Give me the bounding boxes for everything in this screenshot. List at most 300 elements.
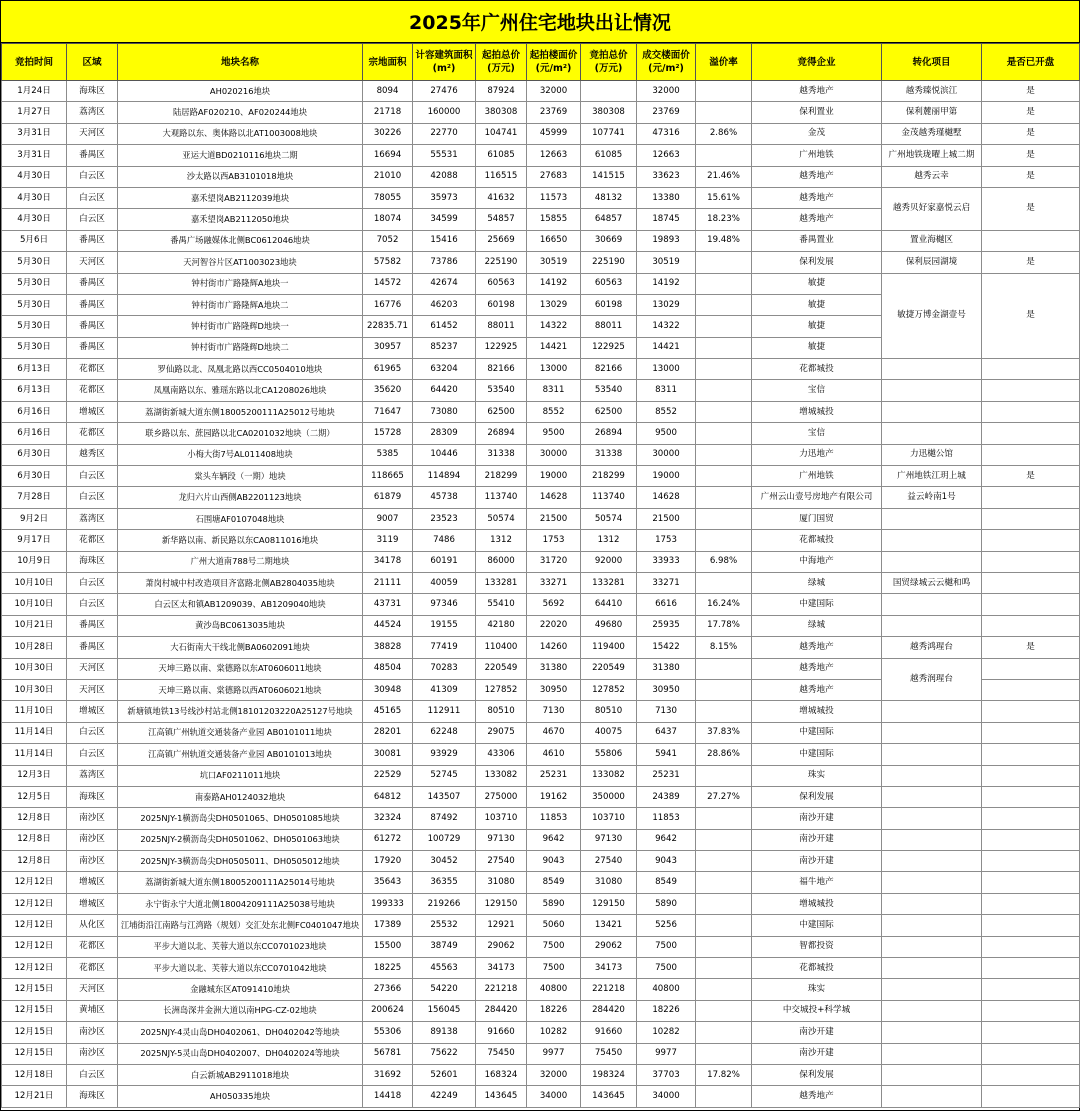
site-area-cell: 78055 [363,187,413,208]
start-total-cell: 104741 [476,123,527,144]
gfa-cell: 70283 [413,658,476,679]
district-cell: 花都区 [67,936,118,957]
winner-cell: 敏捷 [752,337,882,358]
site-area-cell: 61879 [363,487,413,508]
date-cell: 6月30日 [2,466,67,487]
premium-cell [696,444,752,465]
winner-cell: 越秀地产 [752,209,882,230]
deal-unit-cell: 25231 [637,765,696,786]
table-row [2,102,1080,123]
opened-cell [982,359,1080,380]
site-area-cell: 31692 [363,1064,413,1085]
deal-unit-cell: 7500 [637,936,696,957]
date-cell: 5月30日 [2,273,67,294]
start-total-cell: 225190 [476,252,527,273]
opened-cell [982,765,1080,786]
start-unit-cell: 16650 [527,230,581,251]
premium-cell [696,316,752,337]
land-name-cell: 嘉禾望岗AB2112039地块 [118,187,363,208]
gfa-cell: 100729 [413,829,476,850]
district-cell: 天河区 [67,123,118,144]
deal-unit-cell: 14192 [637,273,696,294]
premium-cell: 21.46% [696,166,752,187]
deal-unit-cell: 30950 [637,679,696,700]
start-unit-cell: 11853 [527,808,581,829]
final-total-cell: 60563 [581,273,637,294]
land-name-cell: 萧岗村城中村改造项目齐富路北侧AB2804035地块 [118,572,363,593]
land-name-cell: 大石街南大干线北侧BA0602091地块 [118,637,363,658]
deal-unit-cell: 33271 [637,572,696,593]
winner-cell: 中交城投+科学城 [752,1000,882,1021]
project-cell: 益云岭南1号 [882,487,982,508]
site-area-cell: 17920 [363,851,413,872]
site-area-cell: 15728 [363,423,413,444]
premium-cell: 6.98% [696,551,752,572]
table-row [2,1064,1080,1085]
start-unit-cell: 30950 [527,679,581,700]
project-cell [882,979,982,1000]
start-unit-cell: 21500 [527,508,581,529]
premium-cell: 37.83% [696,722,752,743]
land-name-cell: 长洲岛深井金洲大道以南HPG-CZ-02地块 [118,1000,363,1021]
district-cell: 番禺区 [67,273,118,294]
final-total-cell: 221218 [581,979,637,1000]
site-area-cell: 9007 [363,508,413,529]
land-name-cell: 南泰路AH0124032地块 [118,786,363,807]
table-row [2,893,1080,914]
winner-cell: 宝信 [752,423,882,444]
date-cell: 12月12日 [2,958,67,979]
site-area-cell: 43731 [363,594,413,615]
project-cell: 金茂越秀瑾樾墅 [882,123,982,144]
final-total-cell: 143645 [581,1086,637,1107]
date-cell: 10月28日 [2,637,67,658]
site-area-cell: 14418 [363,1086,413,1107]
winner-cell: 越秀地产 [752,166,882,187]
table-row [2,958,1080,979]
site-area-cell: 28201 [363,722,413,743]
deal-unit-cell: 5890 [637,893,696,914]
final-total-cell: 61085 [581,145,637,166]
start-total-cell: 380308 [476,102,527,123]
table-row [2,81,1080,102]
deal-unit-cell: 13000 [637,359,696,380]
final-total-cell: 34173 [581,958,637,979]
header-project: 转化项目 [882,44,982,81]
date-cell: 12月12日 [2,915,67,936]
start-unit-cell: 1753 [527,530,581,551]
deal-unit-cell: 24389 [637,786,696,807]
premium-cell: 18.23% [696,209,752,230]
premium-cell [696,829,752,850]
opened-cell [982,1022,1080,1043]
start-total-cell: 62500 [476,401,527,422]
header-gfa: 计容建筑面积(m²) [413,44,476,81]
date-cell: 1月24日 [2,81,67,102]
winner-cell: 厦门国贸 [752,508,882,529]
premium-cell: 15.61% [696,187,752,208]
land-name-cell: 坑口AF0211011地块 [118,765,363,786]
opened-cell: 是 [982,166,1080,187]
gfa-cell: 45738 [413,487,476,508]
land-name-cell: 白云区太和镇AB1209039、AB1209040地块 [118,594,363,615]
district-cell: 越秀区 [67,444,118,465]
start-total-cell: 50574 [476,508,527,529]
final-total-cell: 225190 [581,252,637,273]
gfa-cell: 25532 [413,915,476,936]
opened-cell [982,1086,1080,1107]
final-total-cell: 88011 [581,316,637,337]
start-unit-cell: 9043 [527,851,581,872]
land-name-cell: AH050335地块 [118,1086,363,1107]
site-area-cell: 35620 [363,380,413,401]
district-cell: 增城区 [67,701,118,722]
gfa-cell: 27476 [413,81,476,102]
opened-cell [982,744,1080,765]
deal-unit-cell: 32000 [637,81,696,102]
district-cell: 增城区 [67,401,118,422]
start-unit-cell: 5060 [527,915,581,936]
final-total-cell: 92000 [581,551,637,572]
deal-unit-cell: 19893 [637,230,696,251]
gfa-cell: 61452 [413,316,476,337]
project-cell [882,423,982,444]
land-name-cell: 番禺广场融媒体北侧BC0612046地块 [118,230,363,251]
project-cell [882,722,982,743]
premium-cell [696,658,752,679]
start-unit-cell: 40800 [527,979,581,1000]
table-row [2,658,1080,679]
project-cell [882,1000,982,1021]
header-opened: 是否已开盘 [982,44,1080,81]
start-total-cell: 60198 [476,294,527,315]
project-cell [882,594,982,615]
gfa-cell: 52745 [413,765,476,786]
project-cell [882,530,982,551]
gfa-cell: 10446 [413,444,476,465]
date-cell: 9月2日 [2,508,67,529]
start-unit-cell: 18226 [527,1000,581,1021]
project-cell [882,551,982,572]
start-unit-cell: 34000 [527,1086,581,1107]
winner-cell: 越秀地产 [752,637,882,658]
premium-cell [696,936,752,957]
land-name-cell: 天坤三路以南、棠德路以西AT0606021地块 [118,679,363,700]
start-total-cell: 97130 [476,829,527,850]
final-total-cell: 97130 [581,829,637,850]
date-cell: 10月10日 [2,572,67,593]
opened-cell [982,701,1080,722]
district-cell: 白云区 [67,187,118,208]
gfa-cell: 55531 [413,145,476,166]
start-unit-cell: 9977 [527,1043,581,1064]
start-total-cell: 82166 [476,359,527,380]
winner-cell: 绿城 [752,572,882,593]
start-total-cell: 284420 [476,1000,527,1021]
deal-unit-cell: 47316 [637,123,696,144]
winner-cell: 花都城投 [752,958,882,979]
land-name-cell: 荔湖街新城大道东侧18005200111A25012号地块 [118,401,363,422]
premium-cell: 17.82% [696,1064,752,1085]
table-row [2,936,1080,957]
gfa-cell: 60191 [413,551,476,572]
opened-cell [982,444,1080,465]
project-cell [882,915,982,936]
date-cell: 1月27日 [2,102,67,123]
start-total-cell: 218299 [476,466,527,487]
land-name-cell: 钟村街市广路隆辉D地块二 [118,337,363,358]
district-cell: 增城区 [67,872,118,893]
opened-cell: 是 [982,187,1080,230]
final-total-cell: 133082 [581,765,637,786]
gfa-cell: 42249 [413,1086,476,1107]
land-name-cell: 陆居路AF020210、AF020244地块 [118,102,363,123]
district-cell: 天河区 [67,679,118,700]
project-cell: 广州地铁珑曜上城二期 [882,145,982,166]
start-total-cell: 143645 [476,1086,527,1107]
table-row [2,530,1080,551]
land-name-cell: 钟村街市广路隆辉A地块二 [118,294,363,315]
start-unit-cell: 22020 [527,615,581,636]
header-winner: 竞得企业 [752,44,882,81]
final-total-cell: 122925 [581,337,637,358]
district-cell: 白云区 [67,166,118,187]
final-total-cell: 29062 [581,936,637,957]
district-cell: 番禺区 [67,145,118,166]
land-name-cell: 天坤三路以南、棠德路以东AT0606011地块 [118,658,363,679]
premium-cell [696,81,752,102]
premium-cell: 19.48% [696,230,752,251]
winner-cell: 中建国际 [752,915,882,936]
opened-cell [982,508,1080,529]
opened-cell [982,423,1080,444]
land-name-cell: 新塘镇地铁13号线沙村站北侧18101203220A25127号地块 [118,701,363,722]
start-total-cell: 113740 [476,487,527,508]
opened-cell: 是 [982,252,1080,273]
district-cell: 南沙区 [67,1043,118,1064]
winner-cell: 珠实 [752,765,882,786]
deal-unit-cell: 14421 [637,337,696,358]
date-cell: 5月30日 [2,316,67,337]
final-total-cell: 31338 [581,444,637,465]
premium-cell: 8.15% [696,637,752,658]
table-row [2,744,1080,765]
site-area-cell: 55306 [363,1022,413,1043]
opened-cell [982,380,1080,401]
table-row [2,230,1080,251]
header-start-unit: 起拍楼面价 (元/m²) [527,44,581,81]
table-row [2,187,1080,208]
premium-cell: 2.86% [696,123,752,144]
winner-cell: 广州云山壹号房地产有限公司 [752,487,882,508]
site-area-cell: 35643 [363,872,413,893]
gfa-cell: 7486 [413,530,476,551]
date-cell: 10月10日 [2,594,67,615]
project-cell [882,1043,982,1064]
header-start-total: 起拍总价 (万元) [476,44,527,81]
gfa-cell: 40059 [413,572,476,593]
project-cell: 越秀臻悦滨江 [882,81,982,102]
land-auction-table [1,43,1080,1108]
start-total-cell: 55410 [476,594,527,615]
premium-cell [696,893,752,914]
winner-cell: 敏捷 [752,316,882,337]
date-cell: 11月14日 [2,722,67,743]
gfa-cell: 219266 [413,893,476,914]
page-title: 2025年广州住宅地块出让情况 [1,1,1079,43]
opened-cell [982,230,1080,251]
district-cell: 海珠区 [67,786,118,807]
gfa-cell: 22770 [413,123,476,144]
table-row [2,851,1080,872]
project-cell [882,808,982,829]
start-total-cell: 53540 [476,380,527,401]
opened-cell [982,829,1080,850]
winner-cell: 保利置业 [752,102,882,123]
start-unit-cell: 14260 [527,637,581,658]
premium-cell [696,1022,752,1043]
header-site-area: 宗地面积 [363,44,413,81]
date-cell: 3月31日 [2,145,67,166]
site-area-cell: 71647 [363,401,413,422]
header-date: 竞拍时间 [2,44,67,81]
final-total-cell: 53540 [581,380,637,401]
project-cell [882,1086,982,1107]
gfa-cell: 42088 [413,166,476,187]
premium-cell [696,359,752,380]
winner-cell: 增城城投 [752,701,882,722]
project-cell [882,401,982,422]
deal-unit-cell: 9500 [637,423,696,444]
date-cell: 6月13日 [2,359,67,380]
district-cell: 番禺区 [67,637,118,658]
opened-cell [982,722,1080,743]
project-cell: 越秀贝好家嘉悦云启 [882,187,982,230]
site-area-cell: 5385 [363,444,413,465]
opened-cell [982,851,1080,872]
table-row [2,572,1080,593]
land-name-cell: 江埔街沿江南路与江湾路（规划）交汇处东北侧FC0401047地块 [118,915,363,936]
gfa-cell: 62248 [413,722,476,743]
date-cell: 12月15日 [2,1043,67,1064]
start-total-cell: 87924 [476,81,527,102]
winner-cell: 越秀地产 [752,81,882,102]
final-total-cell: 50574 [581,508,637,529]
site-area-cell: 32324 [363,808,413,829]
deal-unit-cell: 30519 [637,252,696,273]
table-row [2,594,1080,615]
gfa-cell: 42674 [413,273,476,294]
site-area-cell: 64812 [363,786,413,807]
site-area-cell: 61965 [363,359,413,380]
premium-cell [696,252,752,273]
site-area-cell: 56781 [363,1043,413,1064]
deal-unit-cell: 18226 [637,1000,696,1021]
project-cell: 越秀云幸 [882,166,982,187]
land-name-cell: 龙归六片山西侧AB2201123地块 [118,487,363,508]
date-cell: 10月21日 [2,615,67,636]
district-cell: 番禺区 [67,316,118,337]
date-cell: 5月30日 [2,337,67,358]
deal-unit-cell: 7130 [637,701,696,722]
table-row [2,829,1080,850]
district-cell: 黄埔区 [67,1000,118,1021]
table-row [2,637,1080,658]
table-row [2,444,1080,465]
date-cell: 12月3日 [2,765,67,786]
winner-cell: 南沙开建 [752,851,882,872]
land-name-cell: 2025NJY-5灵山岛DH0402007、DH0402024等地块 [118,1043,363,1064]
site-area-cell: 57582 [363,252,413,273]
gfa-cell: 52601 [413,1064,476,1085]
land-name-cell: 广州大道南788号二期地块 [118,551,363,572]
district-cell: 花都区 [67,380,118,401]
opened-cell [982,401,1080,422]
start-unit-cell: 12663 [527,145,581,166]
premium-cell [696,851,752,872]
district-cell: 海珠区 [67,551,118,572]
deal-unit-cell: 34000 [637,1086,696,1107]
site-area-cell: 22529 [363,765,413,786]
site-area-cell: 16694 [363,145,413,166]
district-cell: 荔湾区 [67,508,118,529]
project-cell: 越秀鸿瑆台 [882,637,982,658]
winner-cell: 广州地铁 [752,145,882,166]
table-row [2,722,1080,743]
deal-unit-cell: 12663 [637,145,696,166]
start-total-cell: 127852 [476,679,527,700]
gfa-cell: 30452 [413,851,476,872]
district-cell: 番禺区 [67,615,118,636]
district-cell: 荔湾区 [67,765,118,786]
premium-cell [696,423,752,444]
land-name-cell: 钟村街市广路隆辉D地块一 [118,316,363,337]
winner-cell: 越秀地产 [752,658,882,679]
start-total-cell: 34173 [476,958,527,979]
site-area-cell: 7052 [363,230,413,251]
start-unit-cell: 33271 [527,572,581,593]
winner-cell: 绿城 [752,615,882,636]
opened-cell: 是 [982,145,1080,166]
opened-cell: 是 [982,123,1080,144]
opened-cell [982,551,1080,572]
opened-cell [982,615,1080,636]
gfa-cell: 28309 [413,423,476,444]
site-area-cell: 44524 [363,615,413,636]
table-row [2,380,1080,401]
date-cell: 12月15日 [2,1000,67,1021]
project-cell [882,765,982,786]
site-area-cell: 61272 [363,829,413,850]
winner-cell: 中建国际 [752,722,882,743]
gfa-cell: 75622 [413,1043,476,1064]
premium-cell [696,979,752,1000]
final-total-cell: 119400 [581,637,637,658]
project-cell [882,701,982,722]
date-cell: 4月30日 [2,187,67,208]
winner-cell: 中海地产 [752,551,882,572]
opened-cell [982,658,1080,679]
final-total-cell: 64857 [581,209,637,230]
start-total-cell: 86000 [476,551,527,572]
land-name-cell: 金融城东区AT091410地块 [118,979,363,1000]
site-area-cell: 8094 [363,81,413,102]
premium-cell [696,508,752,529]
site-area-cell: 21718 [363,102,413,123]
start-unit-cell: 14421 [527,337,581,358]
project-cell: 敏捷万博金湖壹号 [882,273,982,359]
table-row [2,423,1080,444]
